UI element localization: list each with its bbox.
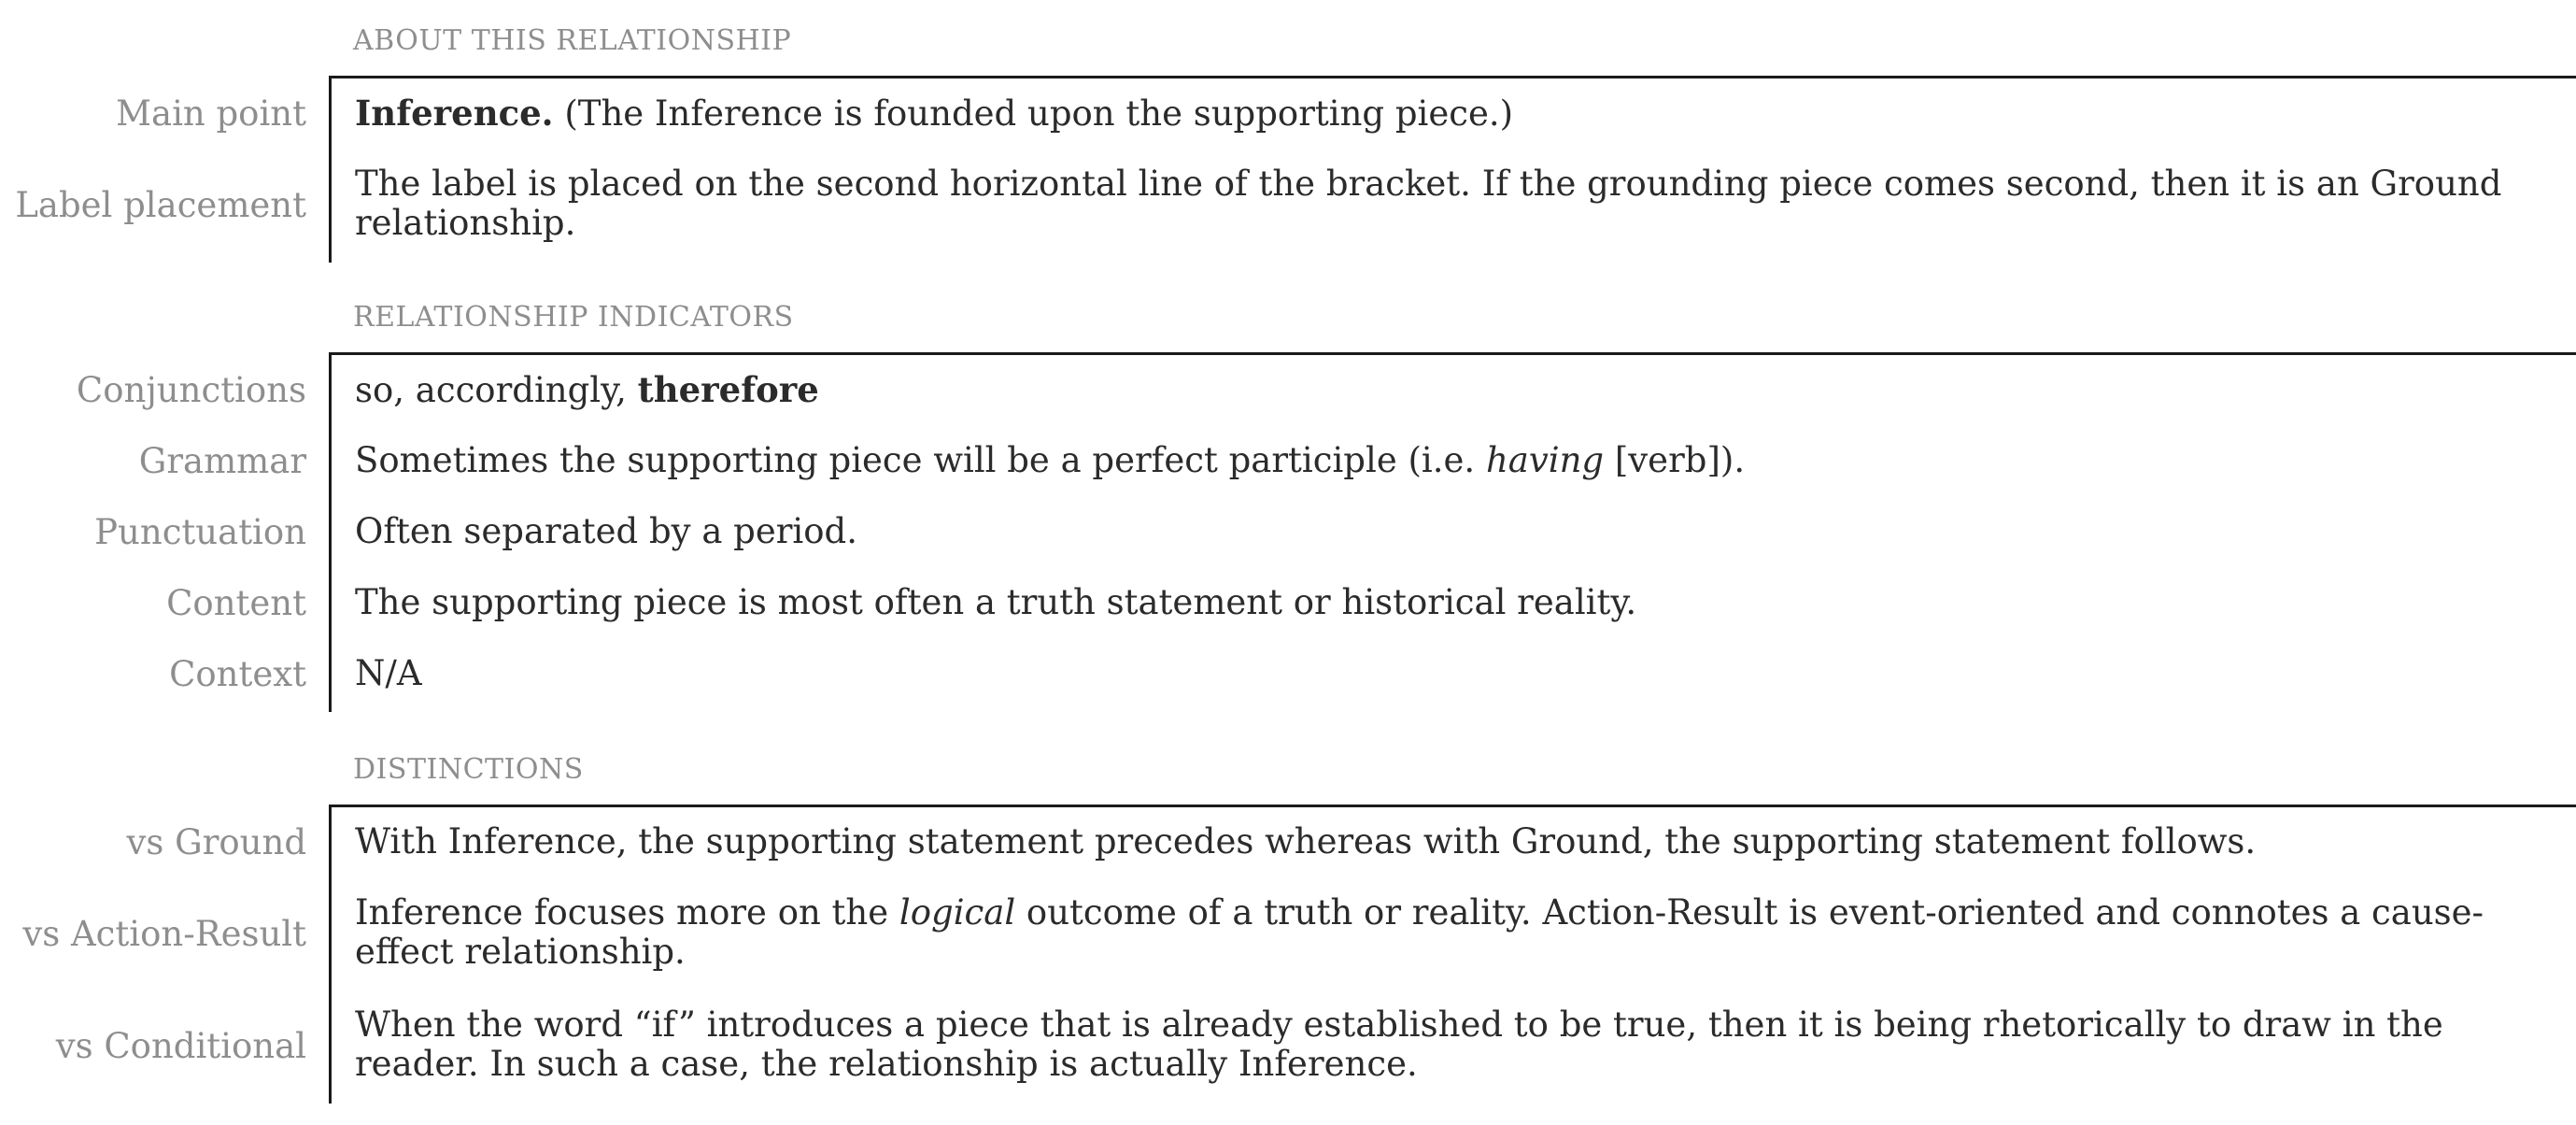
row-value [355,1005,2531,1084]
row-label: Conjunctions [76,370,306,410]
row-value [355,370,2531,410]
row-value [355,93,2531,134]
value-italic: having [1485,440,1605,480]
value-text: N/A [355,653,422,693]
value-text: When the word “if” introduces a piece that is already established to be true, then it is being rhetorically to draw in the reader. In such a case, the relationship is actually Inference. [355,1004,2443,1084]
row-value [355,164,2531,243]
row-label: Main point [116,93,306,134]
row-value [355,583,2531,622]
value-italic: logical [899,892,1016,933]
value-bold: therefore [637,369,819,410]
row-label: vs Action-Result [22,914,306,954]
value-text: With Inference, the supporting statement precedes whereas with Ground, the supporting statement follows. [355,821,2257,862]
row-label: Content [166,583,306,623]
value-text: Inference focuses more on the [355,892,899,933]
value-text: [verb]). [1604,440,1746,480]
row-value [355,654,2531,693]
row-label: Label placement [15,185,306,225]
section-rule [329,76,2576,78]
section-vline [329,805,332,1104]
value-text: Often separated by a period. [355,511,857,551]
value-text: (The Inference is founded upon the supporting piece.) [553,93,1514,134]
value-text: Sometimes the supporting piece will be a perfect participle (i.e. [355,440,1486,480]
value-bold: Inference. [355,93,554,134]
section-rule [329,352,2576,355]
value-text: The label is placed on the second horizontal line of the bracket. If the grounding piece comes second, then it is an Ground relationship. [355,164,2502,243]
section-heading: RELATIONSHIP INDICATORS [353,301,794,334]
section-vline [329,76,332,263]
section-heading: DISTINCTIONS [353,753,584,786]
row-label: Punctuation [94,512,306,552]
value-text: The supporting piece is most often a truth statement or historical reality. [355,582,1637,622]
section-heading: ABOUT THIS RELATIONSHIP [353,24,792,57]
row-value [355,441,2531,480]
section-vline [329,352,332,712]
row-label: vs Ground [126,822,306,862]
row-value [355,512,2531,551]
row-value [355,822,2531,862]
row-label: vs Conditional [55,1026,306,1066]
section-rule [329,805,2576,807]
value-text: so, accordingly, [355,370,638,410]
value-text: outcome of a truth or reality. Action-Result is event-oriented and connotes a cause-effect relationship. [355,892,2484,972]
row-label: Context [169,654,306,694]
row-value [355,893,2531,972]
row-label: Grammar [138,441,306,481]
